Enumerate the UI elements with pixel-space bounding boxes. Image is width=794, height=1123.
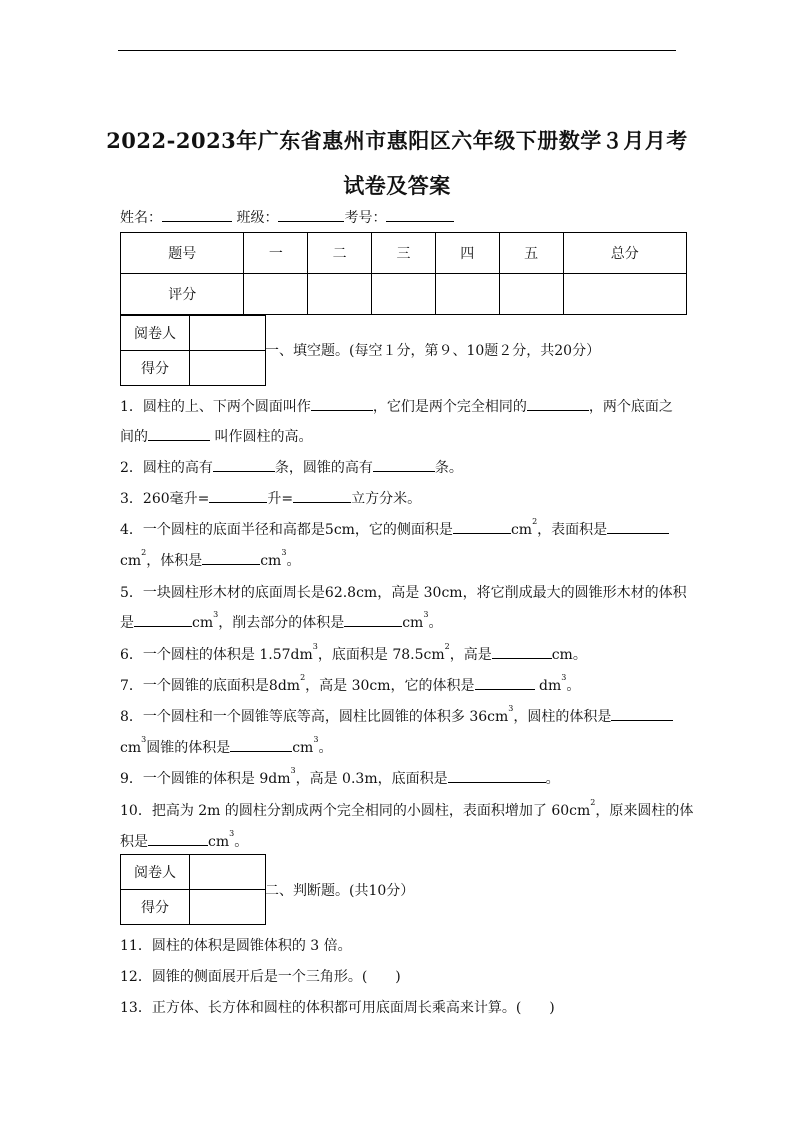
q9-text-c: 。 bbox=[545, 771, 560, 787]
unit: cm bbox=[208, 834, 230, 850]
answer-blank[interactable] bbox=[213, 457, 275, 472]
q1-text-a: 1．圆柱的上、下两个圆面叫作 bbox=[120, 399, 311, 415]
q7-text-d: 。 bbox=[566, 678, 581, 694]
q9-text-a: 9．一个圆锥的体积是 9dm bbox=[120, 771, 291, 787]
question-5 bbox=[120, 582, 687, 602]
header-rule bbox=[118, 50, 676, 51]
superscript: 2 bbox=[141, 548, 147, 557]
q3-text-a: 3．260毫升= bbox=[120, 491, 210, 507]
question-3 bbox=[120, 488, 421, 508]
question-8-cont bbox=[120, 737, 332, 757]
q1-text-e: 叫作圆柱的高。 bbox=[214, 429, 313, 445]
q10-text-b: ，原来圆柱的体 bbox=[595, 803, 694, 819]
q3-text-c: 立方分米。 bbox=[351, 491, 422, 507]
score-cell[interactable] bbox=[563, 274, 686, 315]
question-4 bbox=[120, 519, 669, 539]
score-cell[interactable] bbox=[499, 274, 563, 315]
score-header-cell: 总分 bbox=[563, 233, 686, 274]
superscript: 3 bbox=[561, 673, 567, 682]
score-header-cell: 一 bbox=[244, 233, 308, 274]
question-12: 12．圆锥的侧面展开后是一个三角形。( ) bbox=[120, 969, 401, 985]
question-4-cont bbox=[120, 550, 300, 570]
question-7 bbox=[120, 675, 580, 695]
q5-text-b: 是 bbox=[120, 615, 134, 631]
superscript: 2 bbox=[590, 798, 596, 807]
q7-text-b: ，高是 30cm，它的体积是 bbox=[305, 678, 475, 694]
answer-blank[interactable] bbox=[373, 457, 435, 472]
answer-blank[interactable] bbox=[230, 737, 292, 752]
score-cell[interactable] bbox=[244, 274, 308, 315]
answer-blank[interactable] bbox=[344, 612, 402, 627]
superscript: 3 bbox=[229, 829, 235, 838]
exam-no-label: 考号： bbox=[344, 210, 387, 226]
name-blank[interactable] bbox=[162, 207, 232, 222]
score-row bbox=[121, 274, 687, 315]
superscript: 3 bbox=[423, 610, 429, 619]
q1-text-d: 间的 bbox=[120, 429, 148, 445]
answer-blank[interactable] bbox=[311, 396, 373, 411]
superscript: 2 bbox=[444, 642, 450, 651]
superscript: 3 bbox=[141, 735, 147, 744]
q8-text-a: 8．一个圆柱和一个圆锥等底等高，圆柱比圆锥的体积多 36cm bbox=[120, 709, 509, 725]
q5-text-a: 5．一块圆柱形木材的底面周长是62.8cm，高是 30cm，将它削成最大的圆锥形木材的体积 bbox=[120, 585, 687, 601]
unit: cm bbox=[120, 740, 142, 756]
superscript: 3 bbox=[313, 735, 319, 744]
question-1 bbox=[120, 396, 673, 416]
question-2 bbox=[120, 457, 463, 477]
page-title-line2: 试卷及答案 bbox=[343, 173, 451, 198]
score-label: 得分 bbox=[121, 890, 190, 925]
q4-text-a: 4．一个圆柱的底面半径和高都是5cm，它的侧面积是 bbox=[120, 522, 453, 538]
name-label: 姓名： bbox=[120, 210, 162, 226]
q2-text-c: 条。 bbox=[434, 460, 463, 476]
answer-blank[interactable] bbox=[134, 612, 192, 627]
answer-blank[interactable] bbox=[209, 488, 267, 503]
answer-blank[interactable] bbox=[293, 488, 351, 503]
question-10-cont bbox=[120, 831, 248, 851]
unit: cm bbox=[192, 615, 214, 631]
superscript: 2 bbox=[300, 673, 306, 682]
score-row-label: 评分 bbox=[121, 274, 244, 315]
unit: dm bbox=[539, 678, 562, 694]
question-11: 11．圆柱的体积是圆锥体积的 3 倍。 bbox=[120, 938, 352, 954]
reviewer-cell[interactable] bbox=[190, 316, 266, 351]
q6-text-b: ，底面积是 78.5cm bbox=[317, 647, 445, 663]
unit: cm bbox=[402, 615, 424, 631]
score-label: 得分 bbox=[121, 351, 190, 386]
reviewer-cell[interactable] bbox=[190, 855, 266, 890]
answer-blank[interactable] bbox=[453, 519, 511, 534]
answer-blank[interactable] bbox=[527, 396, 589, 411]
q5-text-d: ，削去部分的体积是 bbox=[218, 615, 345, 631]
score-header-cell: 三 bbox=[372, 233, 436, 274]
unit: cm bbox=[120, 553, 142, 569]
q4-text-e: ，体积是 bbox=[146, 553, 203, 569]
reviewer-box-2 bbox=[120, 854, 266, 925]
score-header-cell: 四 bbox=[435, 233, 499, 274]
q10-text-c: 积是 bbox=[120, 834, 148, 850]
student-info bbox=[120, 207, 454, 227]
reviewer-label: 阅卷人 bbox=[121, 316, 190, 351]
score-table bbox=[120, 232, 687, 315]
answer-blank[interactable] bbox=[202, 550, 260, 565]
unit: cm bbox=[292, 740, 314, 756]
score-cell[interactable] bbox=[372, 274, 436, 315]
question-13: 13．正方体、长方体和圆柱的体积都可用底面周长乘高来计算。( ) bbox=[120, 1000, 555, 1016]
superscript: 3 bbox=[281, 548, 287, 557]
q4-text-c: ，表面积是 bbox=[537, 522, 608, 538]
question-1-cont bbox=[120, 426, 312, 446]
score-value-cell[interactable] bbox=[190, 890, 266, 925]
q6-text-a: 6．一个圆柱的体积是 1.57dm bbox=[120, 647, 313, 663]
question-6 bbox=[120, 644, 587, 664]
score-value-cell[interactable] bbox=[190, 351, 266, 386]
superscript: 2 bbox=[532, 517, 538, 526]
class-blank[interactable] bbox=[278, 207, 344, 222]
q2-text-b: 条，圆锥的高有 bbox=[274, 460, 373, 476]
superscript: 3 bbox=[508, 704, 514, 713]
reviewer-label: 阅卷人 bbox=[121, 855, 190, 890]
answer-blank[interactable] bbox=[475, 675, 535, 690]
answer-blank[interactable] bbox=[448, 768, 546, 783]
answer-blank[interactable] bbox=[148, 831, 208, 846]
score-header-cell: 二 bbox=[308, 233, 372, 274]
answer-blank[interactable] bbox=[611, 706, 673, 721]
question-8 bbox=[120, 706, 673, 726]
score-cell[interactable] bbox=[308, 274, 372, 315]
score-header-row bbox=[121, 233, 687, 274]
class-label: 班级： bbox=[236, 210, 279, 226]
question-10 bbox=[120, 800, 693, 820]
q1-text-b: ，它们是两个完全相同的 bbox=[372, 399, 527, 415]
q6-text-c: ，高是 bbox=[449, 647, 492, 663]
q8-text-b: ，圆柱的体积是 bbox=[513, 709, 612, 725]
exam-no-blank[interactable] bbox=[386, 207, 454, 222]
q3-text-b: 升= bbox=[267, 491, 294, 507]
q5-text-f: 。 bbox=[428, 615, 443, 631]
superscript: 3 bbox=[290, 766, 296, 775]
score-header-cell: 五 bbox=[499, 233, 563, 274]
page-title: 2022-2023年广东省惠州市惠阳区六年级下册数学３月月考 bbox=[106, 128, 688, 153]
q10-text-e: 。 bbox=[234, 834, 249, 850]
q4-text-g: 。 bbox=[286, 553, 301, 569]
superscript: 3 bbox=[213, 610, 219, 619]
q2-text-a: 2．圆柱的高有 bbox=[120, 460, 213, 476]
q7-text-a: 7．一个圆锥的底面积是8dm bbox=[120, 678, 301, 694]
answer-blank[interactable] bbox=[607, 519, 669, 534]
section-heading-fill-in: 一、填空题。(每空１分，第９、10题２分，共20分） bbox=[265, 343, 601, 359]
unit: cm bbox=[260, 553, 282, 569]
score-header-cell: 题号 bbox=[121, 233, 244, 274]
q9-text-b: ，高是 0.3m，底面积是 bbox=[295, 771, 448, 787]
q1-text-c: ，两个底面之 bbox=[588, 399, 673, 415]
superscript: 3 bbox=[312, 642, 318, 651]
score-cell[interactable] bbox=[435, 274, 499, 315]
question-5-cont bbox=[120, 612, 442, 632]
q10-text-a: 10．把高为 2m 的圆柱分割成两个完全相同的小圆柱，表面积增加了 60cm bbox=[120, 803, 591, 819]
q8-text-d: 圆锥的体积是 bbox=[146, 740, 231, 756]
answer-blank[interactable] bbox=[492, 644, 552, 659]
section-heading-true-false: 二、判断题。(共10分） bbox=[265, 883, 415, 899]
unit: cm bbox=[510, 522, 533, 538]
answer-blank[interactable] bbox=[148, 426, 210, 441]
question-9 bbox=[120, 768, 560, 788]
q8-text-f: 。 bbox=[318, 740, 333, 756]
q6-text-d: cm。 bbox=[551, 647, 587, 663]
reviewer-box-1 bbox=[120, 315, 266, 386]
